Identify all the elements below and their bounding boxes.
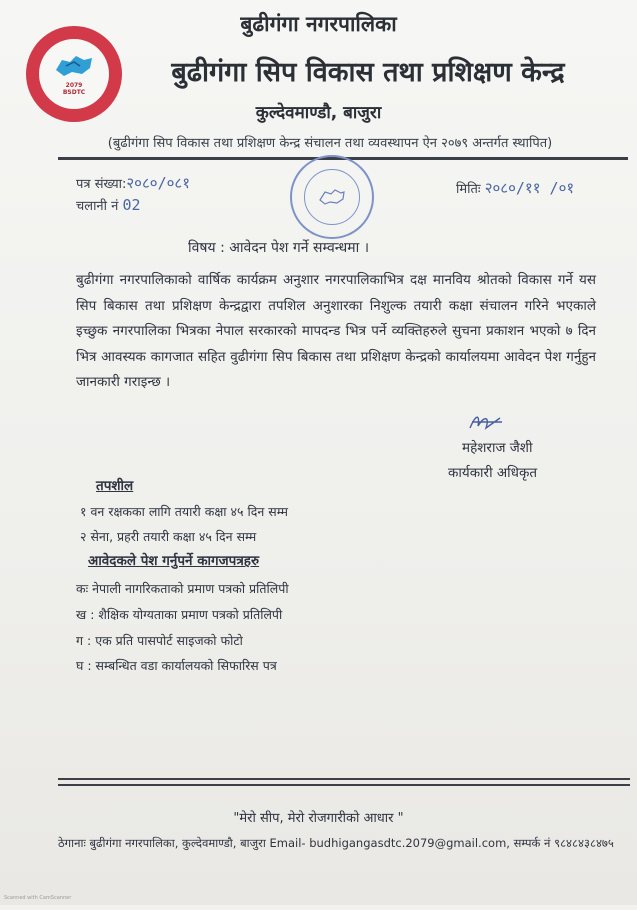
document-item: ग : एक प्रति पासपोर्ट साइजको फोटो xyxy=(76,633,243,648)
signature-scribble xyxy=(466,410,506,436)
date-label: मितिः xyxy=(456,182,481,197)
patra-value: २०८०/०८१ xyxy=(126,174,191,192)
municipality-title: बुढीगंगा नगरपालिका xyxy=(240,12,397,36)
map-icon xyxy=(52,52,96,80)
letter-body: बुढीगंगा नगरपालिकाको वार्षिक कार्यक्रम अनुशार नगरपालिकाभित्र दक्ष मानविय श्रोतको विकास गर्ने यस सिप बिकास तथा प्रशिक्षण केन्द्रद्वारा तपशिल अनुशारका निशुल्क तयारी कक्षा संचालन गरिने भएकाले इच्छुक नगरपालिका भित्रका नेपाल सरकारको मापदन्ड भित्र पर्ने व्यक्तिहरुले सुचना प्रकाशन भएको ७ दिन भित्र आवस्यक कागजात सहित वुढीगंगा सिप बिकास तथा प्रशिक्षण केन्द्रको कार्यालयमा आवेदन पेश गर्नुहुन जानकारी गराइन्छ । xyxy=(76,272,596,390)
chalani-label: चलानी नं xyxy=(76,199,119,214)
documents-heading: आवेदकले पेश गर्नुपर्ने कागजपत्रहरु xyxy=(88,553,260,569)
tapashil-heading: तपशील xyxy=(96,478,134,494)
letter-subject: विषय : आवेदन पेश गर्ने सम्वन्धमा । xyxy=(188,240,370,256)
tapashil-item: २ सेना, प्रहरी तयारी कक्षा ४५ दिन सम्म xyxy=(80,529,257,544)
footer-divider xyxy=(58,778,630,786)
chalani-value: 02 xyxy=(122,196,141,214)
signer-title: कार्यकारी अधिकृत xyxy=(448,465,538,481)
stamp-map-icon xyxy=(317,187,347,207)
center-address: कुल्देवमाण्डौ, बाजुरा xyxy=(255,103,382,123)
patra-sankhya xyxy=(76,173,190,193)
establishment-note: (बुढीगंगा सिप विकास तथा प्रशिक्षण केन्द्र संचालन तथा व्यवस्थापन ऐन २०७९ अन्तर्गत स्थापित) xyxy=(107,136,553,151)
center-title: बुढीगंगा सिप विकास तथा प्रशिक्षण केन्द्र xyxy=(171,57,565,88)
tapashil-item: १ वन रक्षकका लागि तयारी कक्षा ४५ दिन सम्म xyxy=(80,504,288,519)
document-item: कः नेपाली नागरिकताको प्रमाण पत्रको प्रतिलिपी xyxy=(76,581,289,596)
document-item: ख : शैक्षिक योग्यताका प्रमाण पत्रको प्रतिलिपी xyxy=(76,607,283,622)
patra-label: पत्र संख्या: xyxy=(76,177,127,192)
chalani-number xyxy=(76,196,141,214)
scanner-watermark: Scanned with CamScanner xyxy=(4,895,72,901)
logo-abbreviation: BSDTC xyxy=(62,89,86,96)
signer-name: महेशराज जैशी xyxy=(462,440,533,456)
letter-date xyxy=(456,178,574,198)
office-stamp xyxy=(290,155,374,239)
footer-contact: ठेगानाः बुढीगंगा नगरपालिका, कुल्देवमाण्डौ, बाजुरा Email- budhigangasdtc.2079@gmail.com, सम्पर्क नं ९८४८४३८४७५ xyxy=(58,836,614,850)
logo-year: 2079 xyxy=(65,82,83,89)
footer-slogan: "मेरो सीप, मेरो रोजगारीको आधार " xyxy=(233,811,404,826)
document-item: घ : सम्बन्धित वडा कार्यालयको सिफारिस पत्र xyxy=(76,658,277,673)
date-value: २०८०/११ /०१ xyxy=(484,179,575,197)
